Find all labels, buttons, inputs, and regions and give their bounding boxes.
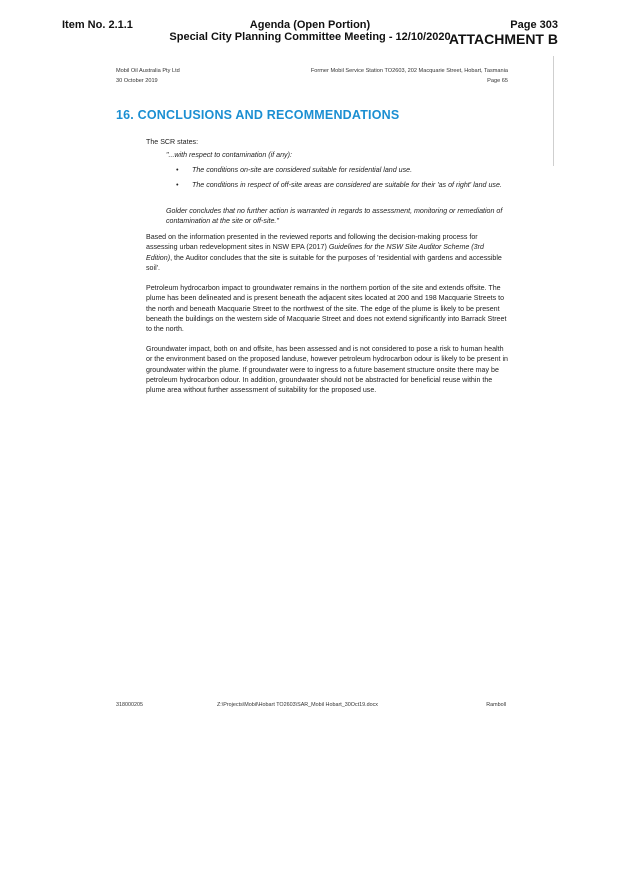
list-item <box>176 165 510 175</box>
quote-opening: "...with respect to contamination (if any): <box>166 151 292 159</box>
page-edge-divider <box>553 56 554 166</box>
agenda-header <box>150 19 470 43</box>
paragraph-text: , the Auditor concludes that the site is suitable for the purposes of 'residential with gardens and accessible soil'. <box>146 253 502 272</box>
conclusion-paragraph <box>146 232 510 273</box>
quote-closing: Golder concludes that no further action is warranted in regards to assessment, monitoring or remediation of contamination at the site or off-site." <box>166 207 503 226</box>
bullet-text: The conditions on-site are considered suitable for residential land use. <box>192 166 413 174</box>
bullet-icon: • <box>176 166 179 174</box>
paragraph-text: Based on the information presented in the reviewed reports and following the decision-making process for assessing urban redevelopment sites in NSW EPA (2017) <box>146 233 478 252</box>
document-meta-left <box>116 67 180 86</box>
footer-brand: Ramboll <box>486 702 506 708</box>
list-item <box>176 180 510 190</box>
attachment-label: ATTACHMENT B <box>448 31 558 47</box>
site-name: Former Mobil Service Station TO2603, 202 Macquarie Street, Hobart, Tasmania <box>310 68 508 74</box>
intro-text: The SCR states: <box>146 138 199 146</box>
guideline-title: Guidelines for the NSW Site Auditor Scheme (3rd Edition) <box>146 243 484 262</box>
quote-bullet-list <box>176 165 510 196</box>
meeting-title: Special City Planning Committee Meeting - 12/10/2020 <box>169 31 451 43</box>
document-page-ref: Page 65 <box>487 77 508 84</box>
document-date: 30 October 2019 <box>116 77 158 84</box>
bullet-icon: • <box>176 181 179 190</box>
footer-code: 318000205 <box>116 702 143 708</box>
company-name: Mobil Oil Australia Pty Ltd <box>116 68 180 74</box>
section-title: 16. CONCLUSIONS AND RECOMMENDATIONS <box>116 108 400 122</box>
footer-file-path: Z:\Projects\Mobil\Hobart TO2603\SAR_Mobil Hobart_30Oct19.docx <box>217 702 378 708</box>
agenda-title: Agenda (Open Portion) <box>249 19 371 31</box>
page-header-right <box>449 19 558 47</box>
bullet-text: The conditions in respect of off-site areas are considered are suitable for their 'as of right' land use. <box>192 181 502 190</box>
document-meta-right <box>311 67 508 86</box>
page-number: Page 303 <box>510 19 558 31</box>
groundwater-risk-paragraph: Groundwater impact, both on and offsite, has been assessed and is not considered to pose a risk to human health or the environment based on the proposed landuse, however petroleum hydrocarbon odour is likely to be present in groundwater within the plume. If groundwater were to ingress to a future basement structure onsite there may be petroleum hydrocarbon odour. In addition, groundwater should not be abstracted for beneficial reuse within the plume area without further assessment of suitability for the proposed use. <box>146 345 509 395</box>
groundwater-plume-paragraph: Petroleum hydrocarbon impact to groundwater remains in the northern portion of the site and extends offsite. The plume has been delineated and is present beneath the adjacent sites located at 200 and 198 Macquarie Streets to the north and beneath Macquarie Street to the northwest of the site. The edge of the plume is likely to be present beneath the buildings on the western side of Macquarie Street and does not extend significantly into Barrack Street to the north. <box>146 284 507 334</box>
item-number: Item No. 2.1.1 <box>62 19 133 31</box>
